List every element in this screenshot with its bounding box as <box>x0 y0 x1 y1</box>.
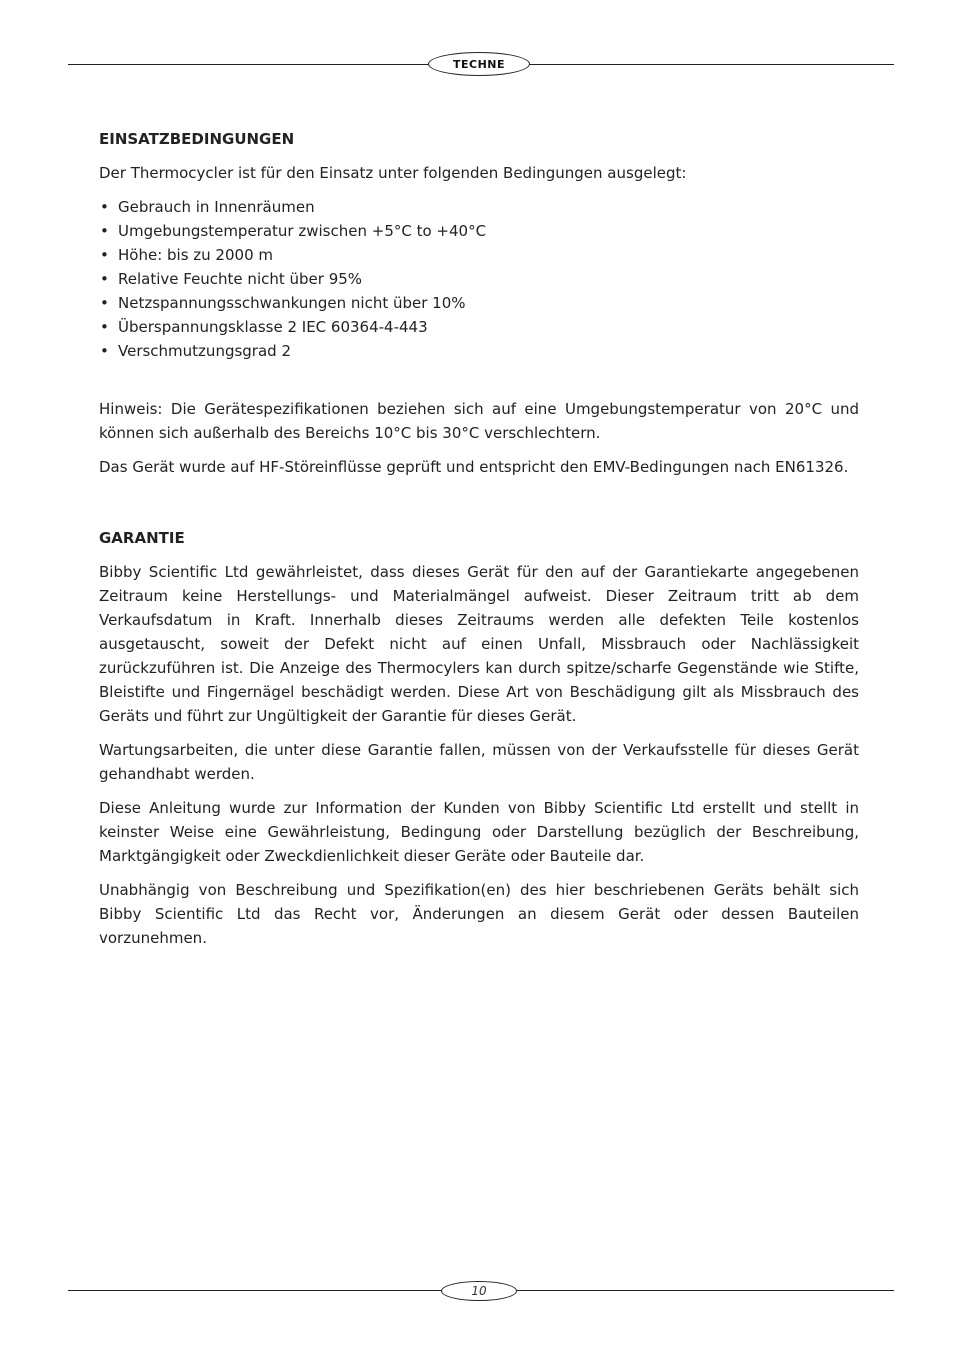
einsatz-emv: Das Gerät wurde auf HF-Störeinflüsse geprüft und entspricht den EMV-Bedingungen nach EN61326. <box>99 458 849 476</box>
einsatz-intro: Der Thermocycler ist für den Einsatz unter folgenden Bedingungen ausgelegt: <box>99 164 687 182</box>
garantie-paragraph: Unabhängig von Beschreibung und Spezifikation(en) des hier beschriebenen Geräts behält sich Bibby Scientific Ltd das Recht vor, Änderungen an diesem Gerät oder dessen Bauteilen vorzunehmen. <box>99 881 859 947</box>
page-number: 10 <box>471 1284 487 1298</box>
heading-einsatzbedingungen: EINSATZBEDINGUNGEN <box>99 130 295 148</box>
conditions-list <box>99 195 859 363</box>
list-item: • Umgebungstemperatur zwischen +5°C to +40°C <box>99 219 859 243</box>
garantie-paragraph: Bibby Scientific Ltd gewährleistet, dass dieses Gerät für den auf der Garantiekarte angegebenen Zeitraum keine Herstellungs- und Materialmängel aufweist. Dieser Zeitraum tritt ab dem Verkaufsdatum in Kraft. Innerhalb dieses Zeitraums werden alle defekten Teile kostenlos ausgetauscht, soweit der Defekt nicht auf einen Unfall, Missbrauch oder Nachlässigkeit zurückzuführen ist. Die Anzeige des Thermocylers kan durch spitze/scharfe Gegenstände wie Stifte, Bleistifte und Fingernägel beschädigt werden. Diese Art von Beschädigung gilt als Missbrauch des Geräts und führt zur Ungültigkeit der Garantie für dieses Gerät. <box>99 563 859 725</box>
garantie-paragraph: Diese Anleitung wurde zur Information der Kunden von Bibby Scientific Ltd erstellt und stellt in keinster Weise eine Gewährleistung, Bedingung oder Darstellung bezüglich der Beschreibung, Marktgängigkeit oder Zweckdienlichkeit dieser Geräte oder Bauteile dar. <box>99 799 859 865</box>
heading-garantie: GARANTIE <box>99 529 185 547</box>
techne-logo <box>428 52 530 76</box>
section-spacer <box>99 489 859 526</box>
list-item: • Höhe: bis zu 2000 m <box>99 243 859 267</box>
list-item: • Überspannungsklasse 2 IEC 60364-4-443 <box>99 315 859 339</box>
page-content <box>99 127 859 960</box>
garantie-paragraph: Wartungsarbeiten, die unter diese Garantie fallen, müssen von der Verkaufsstelle für dieses Gerät gehandhabt werden. <box>99 741 859 783</box>
logo-text: TECHNE <box>452 57 506 71</box>
list-item: • Gebrauch in Innenräumen <box>99 195 859 219</box>
einsatz-note: Hinweis: Die Gerätespezifikationen beziehen sich auf eine Umgebungstemperatur von 20°C und können sich außerhalb des Bereichs 10°C bis 30°C verschlechtern. <box>99 400 859 442</box>
list-item: • Netzspannungsschwankungen nicht über 10% <box>99 291 859 315</box>
page-number-badge <box>441 1281 517 1301</box>
list-item: • Relative Feuchte nicht über 95% <box>99 267 859 291</box>
list-item: • Verschmutzungsgrad 2 <box>99 339 859 363</box>
